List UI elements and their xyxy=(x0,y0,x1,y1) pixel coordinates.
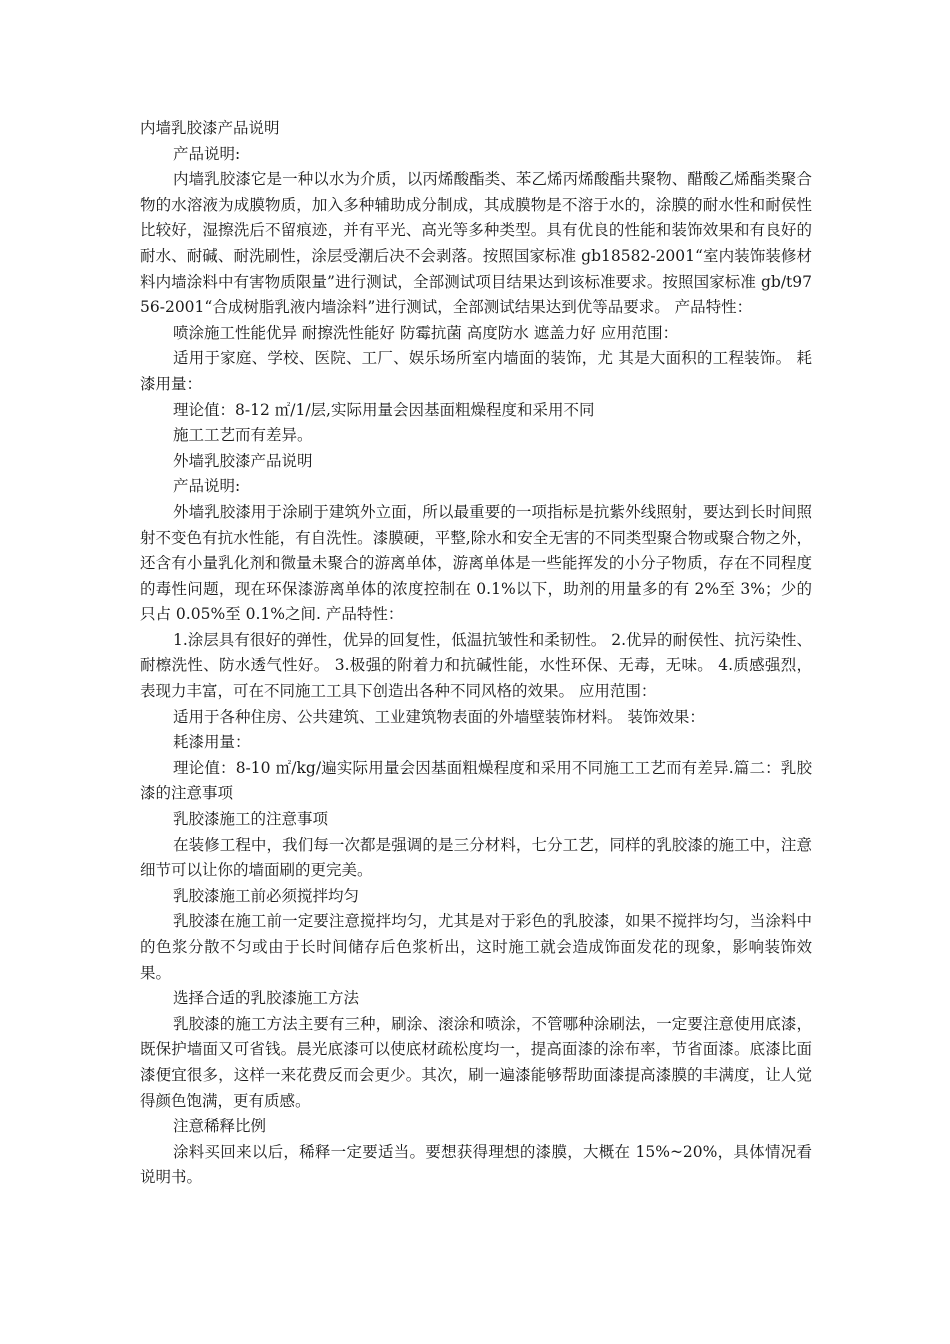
paragraph: 理论值：8-10 ㎡/kg/遍实际用量会因基面粗燥程度和采用不同施工工艺而有差异.篇二：乳胶漆的注意事项 xyxy=(140,758,812,803)
paragraph: 乳胶漆的施工方法主要有三种，刷涂、滚涂和喷涂，不管哪种涂刷法，一定要注意使用底漆，既保护墙面又可省钱。晨光底漆可以使底材疏松度均一，提高面漆的涂布率，节省面漆。底漆比面漆便宜很多，这样一来花费反而会更少。其次，刷一遍漆能够帮助面漆提高漆膜的丰满度，让人觉得颜色饱满，更有质感。 xyxy=(140,1014,812,1110)
doc-title: 内墙乳胶漆产品说明 xyxy=(140,119,280,137)
paragraph: 在装修工程中，我们每一次都是强调的是三分材料，七分工艺，同样的乳胶漆的施工中，注意细节可以让你的墙面刷的更完美。 xyxy=(140,835,812,880)
section-heading: 外墙乳胶漆产品说明 xyxy=(173,451,313,470)
document-body xyxy=(140,116,812,1191)
section-heading: 选择合适的乳胶漆施工方法 xyxy=(173,989,360,1008)
paragraph: 理论值：8-12 ㎡/1/层,实际用量会因基面粗燥程度和采用不同 xyxy=(173,400,595,419)
paragraph: 施工工艺而有差异。 xyxy=(173,426,313,445)
paragraph: 外墙乳胶漆用于涂刷于建筑外立面，所以最重要的一项指标是抗紫外线照射，要达到长时间照射不变色有抗水性能，有自洗性。漆膜硬，平整,除水和安全无害的不同类型聚合物或聚合物之外，还含有小量乳化剂和微量未聚合的游离单体，游离单体是一些能挥发的小分子物质，存在不同程度的毒性问题，现在环保漆游离单体的浓度控制在 0.1%以下，助剂的用量多的有 2%至 3%；少的只占 0.05%至 0.1%之间. 产品特性： xyxy=(140,502,812,624)
paragraph: 耗漆用量： xyxy=(173,733,251,752)
paragraph: 适用于家庭、学校、医院、工厂、娱乐场所室内墙面的装饰，尤 其是大面积的工程装饰。 耗漆用量： xyxy=(140,349,812,393)
section-label: 产品说明: xyxy=(173,477,241,496)
section-heading: 乳胶漆施工的注意事项 xyxy=(173,810,329,829)
paragraph: 乳胶漆在施工前一定要注意搅拌均匀，尤其是对于彩色的乳胶漆，如果不搅拌均匀，当涂料中的色浆分散不匀或由于长时间储存后色浆析出，这时施工就会造成饰面发花的现象，影响装饰效果。 xyxy=(140,912,812,982)
paragraph: 适用于各种住房、公共建筑、工业建筑物表面的外墙壁装饰材料。 装饰效果： xyxy=(173,707,705,726)
section-heading: 注意稀释比例 xyxy=(173,1117,267,1136)
paragraph: 1.涂层具有很好的弹性，优异的回复性，低温抗皱性和柔韧性。 2.优异的耐侯性、抗污染性、耐檫洗性、防水透气性好。 3.极强的附着力和抗碱性能，水性环保、无毒，无味。 4.质感强烈，表现力丰富，可在不同施工工具下创造出各种不同风格的效果。 应用范围： xyxy=(140,630,813,701)
paragraph: 内墙乳胶漆它是一种以水为介质，以丙烯酸酯类、苯乙烯丙烯酸酯共聚物、醋酸乙烯酯类聚合物的水溶液为成膜物质，加入多种辅助成分制成，其成膜物是不溶于水的，涂膜的耐水性和耐侯性比较好，湿擦洗后不留痕迹，并有平光、高光等多种类型。具有优良的性能和装饰效果和有良好的耐水、耐碱、耐洗刷性，涂层受潮后决不会剥落。按照国家标准 gb18582-2001“室内装饰装修材料内墙涂料中有害物质限量”进行测试，全部测试项目结果达到该标准要求。按照国家标准 gb/t9756-2001“合成树脂乳液内墙涂料”进行测试，全部测试结果达到优等品要求。 产品特性： xyxy=(140,170,812,317)
section-label: 产品说明: xyxy=(173,144,241,163)
paragraph: 涂料买回来以后，稀释一定要适当。要想获得理想的漆膜，大概在 15%~20%，具体情况看说明书。 xyxy=(140,1142,812,1187)
section-heading: 乳胶漆施工前必须搅拌均匀 xyxy=(173,886,360,905)
paragraph: 喷涂施工性能优异 耐擦洗性能好 防霉抗菌 高度防水 遮盖力好 应用范围： xyxy=(173,323,679,342)
